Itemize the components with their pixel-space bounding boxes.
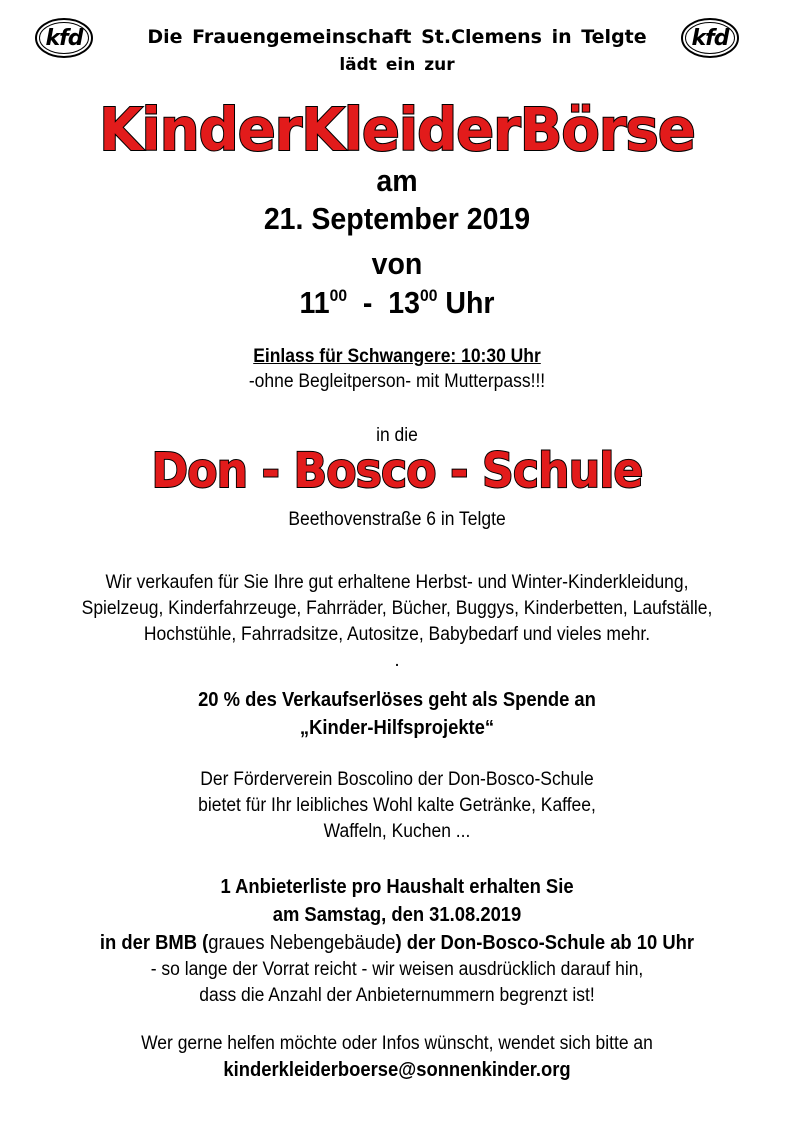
seller-list-location (32, 929, 762, 957)
einlass-note: -ohne Begleitperson- mit Mutterpass!!! (248, 371, 546, 392)
kfd-logo-text: kfd (691, 25, 729, 51)
time-dash: - (362, 285, 373, 320)
seller-note-line: dass die Anzahl der Anbieternummern begrenzt ist! (199, 985, 595, 1006)
kfd-logo-text: kfd (45, 25, 83, 51)
venue-name: Don - Bosco - Schule (151, 443, 643, 499)
event-von: von (371, 246, 423, 281)
sale-line: Spielzeug, Kinderfahrzeuge, Fahrräder, Bücher, Buggys, Kinderbetten, Laufställe, (81, 598, 713, 619)
event-am: am (376, 163, 418, 198)
catering-line: bietet für Ihr leibliches Wohl kalte Getränke, Kaffee, (198, 795, 596, 816)
separator-dot: . (394, 650, 400, 671)
catering-line: Der Förderverein Boscolino der Don-Bosco-Schule (200, 769, 594, 790)
header-invite: lädt ein zur (339, 55, 455, 75)
location-building: graues Nebengebäude (208, 932, 396, 954)
catering-note (32, 767, 762, 845)
venue-intro: in die (376, 425, 418, 446)
header-organizer: Die Frauengemeinschaft St.Clemens in Telgte (147, 26, 647, 48)
seller-list-note (32, 957, 762, 1009)
end-minutes: 00 (420, 286, 438, 305)
contact-text: Wer gerne helfen möchte oder Infos wünscht, wendet sich bitte an (141, 1033, 653, 1054)
venue-address: Beethovenstraße 6 in Telgte (288, 509, 506, 530)
sale-description (32, 570, 762, 648)
time-unit: Uhr (445, 285, 495, 320)
donation-line: „Kinder-Hilfsprojekte“ (299, 717, 495, 739)
location-part: ) der Don-Bosco-Schule ab 10 Uhr (395, 932, 695, 954)
start-hour: 11 (299, 285, 330, 320)
end-hour: 13 (388, 285, 421, 320)
event-date: 21. September 2019 (263, 201, 531, 236)
seller-list-line: 1 Anbieterliste pro Haushalt erhalten Sie (220, 876, 574, 898)
seller-list-date: am Samstag, den 31.08.2019 (272, 904, 522, 926)
einlass-heading: Einlass für Schwangere: 10:30 Uhr (253, 346, 541, 367)
event-time (32, 285, 762, 321)
event-title: KinderKleiderBörse (99, 96, 695, 165)
start-minutes: 00 (329, 286, 348, 305)
catering-line: Waffeln, Kuchen ... (323, 821, 471, 842)
seller-note-line: - so lange der Vorrat reicht - wir weisen ausdrücklich darauf hin, (150, 959, 644, 980)
contact-email[interactable]: kinderkleiderboerse@sonnenkinder.org (223, 1059, 571, 1081)
sale-line: Hochstühle, Fahrradsitze, Autositze, Babybedarf und vieles mehr. (143, 624, 651, 645)
location-part: in der BMB ( (99, 932, 209, 954)
seller-list-info (32, 873, 762, 929)
donation-line: 20 % des Verkaufserlöses geht als Spende an (198, 689, 596, 711)
donation-note (32, 686, 762, 742)
sale-line: Wir verkaufen für Sie Ihre gut erhaltene Herbst- und Winter-Kinderkleidung, (105, 572, 689, 593)
